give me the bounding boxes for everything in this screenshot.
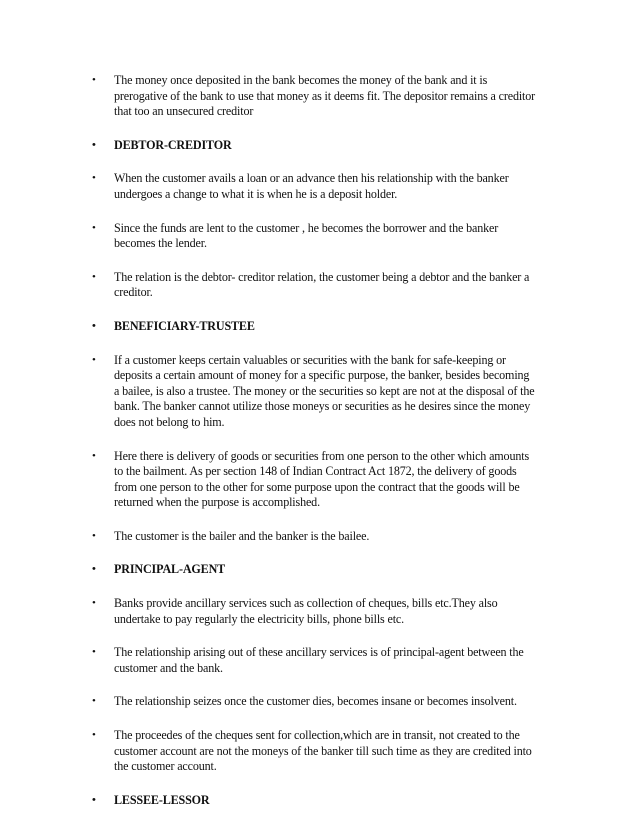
bullet-icon: • [92, 793, 96, 806]
list-item [92, 449, 572, 511]
text-line: LESSEE-LESSOR [114, 792, 210, 807]
list-item [92, 73, 572, 120]
text-line: does not belong to him. [114, 414, 225, 429]
text-line: Banks provide ancillary services such as collection of cheques, bills etc.They also [114, 596, 498, 611]
bullet-icon: • [92, 353, 96, 366]
list-item [92, 728, 572, 775]
text-line: PRINCIPAL-AGENT [114, 562, 226, 577]
text-line: becomes the lender. [114, 236, 207, 251]
item-text [114, 171, 572, 202]
section-heading [92, 562, 572, 578]
section-heading [92, 138, 572, 154]
text-line: The relationship seizes once the customer dies, becomes insane or becomes insolvent. [114, 694, 517, 709]
text-line: customer and the bank. [114, 660, 223, 675]
text-line: to the bailment. As per section 148 of Indian Contract Act 1872, the delivery of goods [114, 464, 517, 479]
text-line: DEBTOR-CREDITOR [114, 137, 232, 152]
text-line: undergoes a change to what it is when he is a deposit holder. [114, 186, 398, 201]
item-text [114, 73, 572, 120]
bullet-icon: • [92, 563, 96, 576]
item-text [114, 449, 572, 511]
section-heading [92, 793, 572, 809]
item-text [114, 728, 572, 775]
heading-text [114, 138, 572, 154]
heading-text [114, 319, 572, 335]
heading-text [114, 562, 572, 578]
text-line: The proceedes of the cheques sent for collection,which are in transit, not created to the [114, 728, 520, 743]
text-line: prerogative of the bank to use that money as it deems fit. The depositor remains a creditor [114, 88, 536, 103]
text-line: The money once deposited in the bank becomes the money of the bank and it is [114, 73, 488, 87]
item-text [114, 353, 572, 431]
text-line: Since the funds are lent to the customer , he becomes the borrower and the banker [114, 220, 499, 235]
list-item [92, 221, 572, 252]
item-text [114, 694, 572, 710]
heading-text [114, 793, 572, 809]
bullet-icon: • [92, 74, 96, 86]
item-text [114, 645, 572, 676]
item-text [114, 270, 572, 301]
section-heading [92, 319, 572, 335]
item-text [114, 596, 572, 627]
text-line: that too an unsecured creditor [114, 104, 254, 119]
text-line: the customer account. [114, 759, 217, 774]
text-line: If a customer keeps certain valuables or securities with the bank for safe-keeping or [114, 352, 506, 367]
text-line: creditor. [114, 285, 153, 300]
text-line: When the customer avails a loan or an advance then his relationship with the banker [114, 171, 509, 186]
bullet-icon: • [92, 319, 96, 332]
text-line: deposits a certain amount of money for a specific purpose, the banker, besides becoming [114, 368, 530, 383]
bullet-icon: • [92, 529, 96, 542]
list-item [92, 171, 572, 202]
list-item [92, 353, 572, 431]
bullet-icon: • [92, 270, 96, 283]
text-line: The customer is the bailer and the banker is the bailee. [114, 528, 370, 543]
bullet-icon: • [92, 449, 96, 462]
bullet-icon: • [92, 695, 96, 708]
list-item [92, 270, 572, 301]
bullet-icon: • [92, 597, 96, 610]
text-line: Here there is delivery of goods or securities from one person to the other which amounts [114, 448, 530, 463]
list-item [92, 529, 572, 545]
bullet-icon: • [92, 221, 96, 234]
list-item [92, 596, 572, 627]
text-line: The relation is the debtor- creditor relation, the customer being a debtor and the banker a [114, 269, 530, 284]
bullet-icon: • [92, 172, 96, 185]
text-line: returned when the purpose is accomplished. [114, 495, 320, 510]
text-line: customer account are not the moneys of the banker till such time as they are credited into [114, 743, 532, 758]
bullet-list [92, 73, 572, 826]
item-text [114, 221, 572, 252]
text-line: bank. The banker cannot utilize those moneys or securities as he desires since the money [114, 399, 531, 414]
bullet-icon: • [92, 646, 96, 659]
bullet-icon: • [92, 729, 96, 742]
text-line: The relationship arising out of these ancillary services is of principal-agent between the [114, 645, 524, 660]
bullet-icon: • [92, 138, 96, 151]
list-item [92, 694, 572, 710]
text-line: undertake to pay regularly the electricity bills, phone bills etc. [114, 611, 404, 626]
text-line: a bailee, is also a trustee. The money or the securities so kept are not at the disposal of the [114, 383, 535, 398]
text-line: from one person to the other for some purpose upon the contract that the goods will be [114, 479, 520, 494]
list-item [92, 645, 572, 676]
text-line: BENEFICIARY-TRUSTEE [114, 318, 255, 333]
item-text [114, 529, 572, 545]
